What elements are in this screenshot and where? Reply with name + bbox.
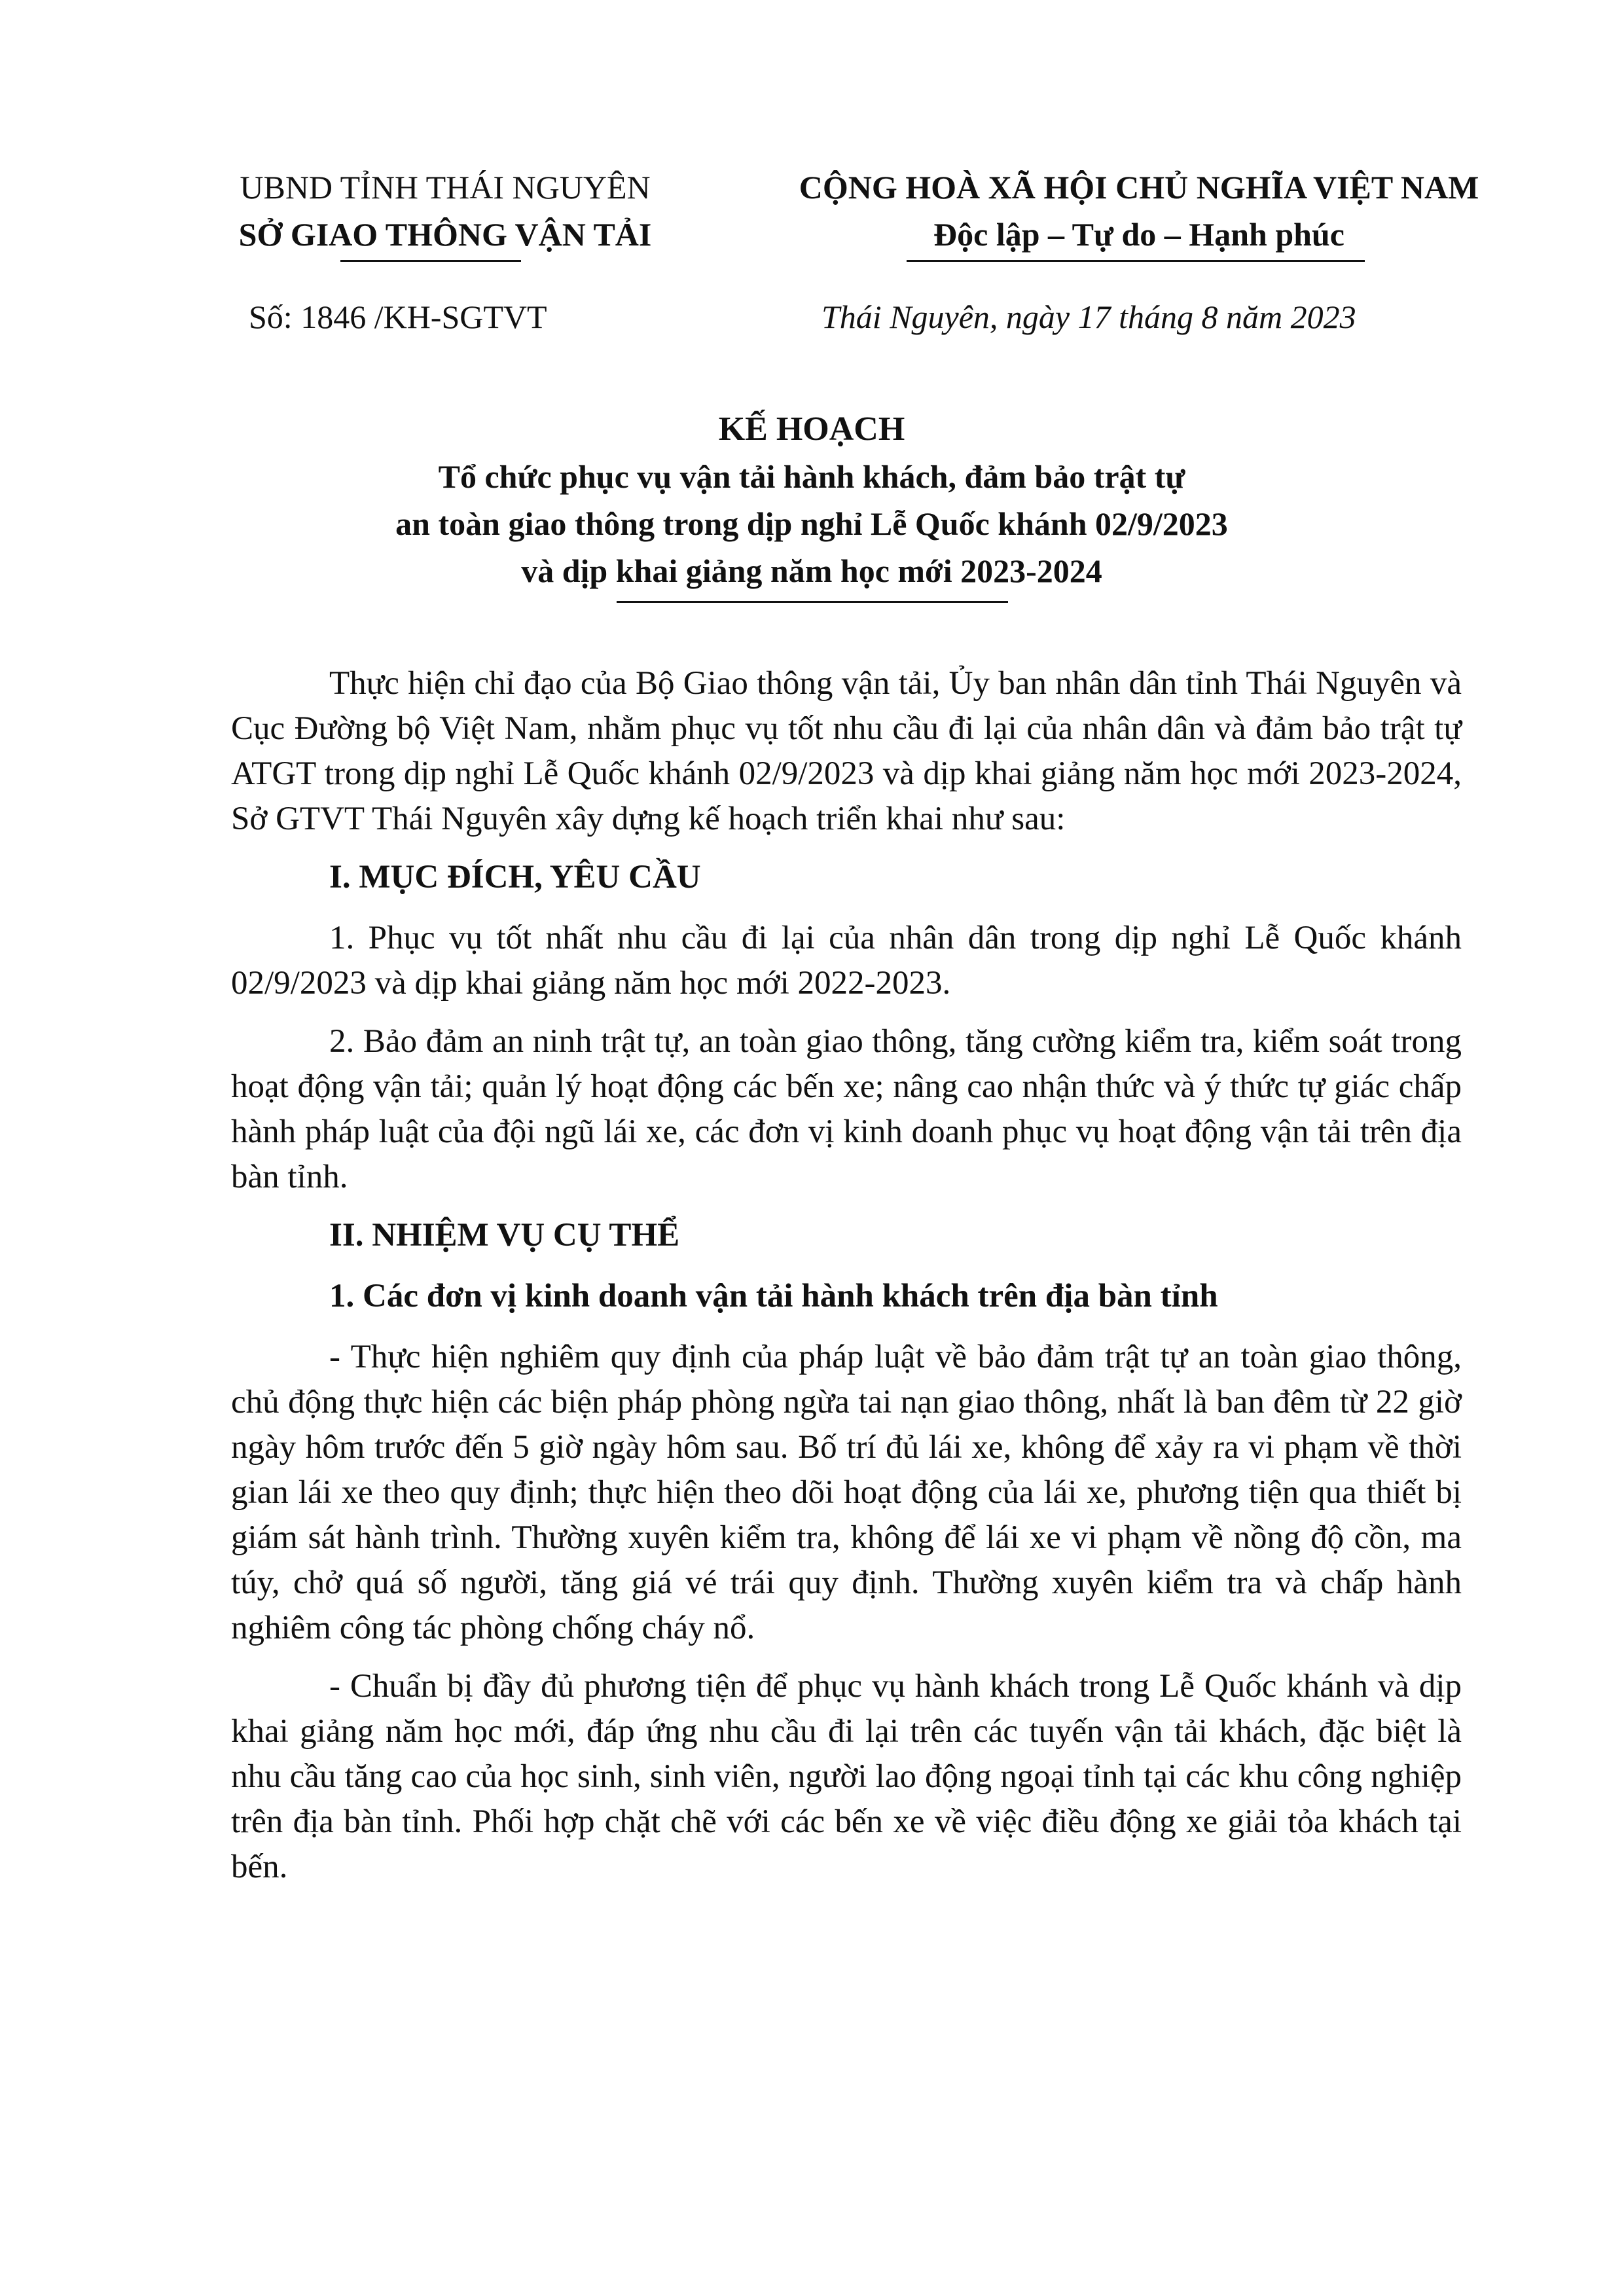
title-line-1: Tổ chức phục vụ vận tải hành khách, đảm bảo trật tự — [438, 458, 1185, 495]
section-1-heading: I. MỤC ĐÍCH, YÊU CẦU — [329, 859, 701, 895]
document-body — [231, 661, 1462, 1903]
issuing-authority — [196, 164, 694, 258]
place-date: Thái Nguyên, ngày 17 tháng 8 năm 2023 — [821, 298, 1356, 335]
national-title: CỘNG HOÀ XÃ HỘI CHỦ NGHĨA VIỆT NAM — [799, 169, 1479, 206]
document-title — [196, 406, 1427, 594]
section-2-paragraph-1: - Thực hiện nghiêm quy định của pháp luật về bảo đảm trật tự an toàn giao thông, chủ động thực hiện các biện pháp phòng ngừa tai nạn giao thông, nhất là ban đêm từ 22 giờ ngày hôm trước đến 5 giờ ngày hôm sau. Bố trí đủ lái xe, không để xảy ra vi phạm về thời gian lái xe theo quy định; thực hiện theo dõi hoạt động của lái xe, phương tiện qua thiết bị giám sát hành trình. Thường xuyên kiểm tra, không để lái xe vi phạm về nồng độ cồn, ma túy, chở quá số người, tăng giá vé trái quy định. Thường xuyên kiểm tra và chấp hành nghiêm công tác phòng chống cháy nổ. — [231, 1339, 1462, 1646]
national-motto: Độc lập – Tự do – Hạnh phúc — [933, 216, 1344, 253]
national-heading — [753, 164, 1525, 258]
title-line-3: và dịp khai giảng năm học mới 2023-2024 — [521, 552, 1102, 589]
title-underline — [617, 601, 1008, 603]
motto-underline — [907, 260, 1365, 262]
title-line-2: an toàn giao thông trong dịp nghỉ Lễ Quốc khánh 02/9/2023 — [395, 505, 1228, 542]
authority-underline — [340, 260, 521, 262]
document-number: Số: 1846 /KH-SGTVT — [249, 298, 547, 335]
intro-paragraph: Thực hiện chỉ đạo của Bộ Giao thông vận tải, Ủy ban nhân dân tỉnh Thái Nguyên và Cục Đường bộ Việt Nam, nhằm phục vụ tốt nhu cầu đi lại của nhân dân và đảm bảo trật tự ATGT trong dịp nghỉ Lễ Quốc khánh 02/9/2023 và dịp khai giảng năm học mới 2023-2024, Sở GTVT Thái Nguyên xây dựng kế hoạch triển khai như sau: — [231, 665, 1462, 837]
section-1-item-2: 2. Bảo đảm an ninh trật tự, an toàn giao thông, tăng cường kiểm tra, kiểm soát trong hoạt động vận tải; quản lý hoạt động các bến xe; nâng cao nhận thức và ý thức tự giác chấp hành pháp luật của đội ngũ lái xe, các đơn vị kinh doanh phục vụ hoạt động vận tải trên địa bàn tỉnh. — [231, 1023, 1462, 1195]
authority-line-2: SỞ GIAO THÔNG VẬN TẢI — [238, 216, 652, 253]
section-1-item-1: 1. Phục vụ tốt nhất nhu cầu đi lại của nhân dân trong dịp nghỉ Lễ Quốc khánh 02/9/2023 và dịp khai giảng năm học mới 2022-2023. — [231, 920, 1462, 1002]
section-2-heading: II. NHIỆM VỤ CỤ THỂ — [329, 1217, 680, 1254]
title-main: KẾ HOẠCH — [718, 410, 905, 448]
authority-line-1: UBND TỈNH THÁI NGUYÊN — [240, 169, 651, 206]
section-2-paragraph-2: - Chuẩn bị đầy đủ phương tiện để phục vụ hành khách trong Lễ Quốc khánh và dịp khai giảng năm học mới, đáp ứng nhu cầu đi lại trên các tuyến vận tải khách, đặc biệt là nhu cầu tăng cao của học sinh, sinh viên, người lao động ngoại tỉnh tại các khu công nghiệp trên địa bàn tỉnh. Phối hợp chặt chẽ với các bến xe về việc điều động xe giải tỏa khách tại bến. — [231, 1668, 1462, 1885]
section-2-subheading-1: 1. Các đơn vị kinh doanh vận tải hành khách trên địa bàn tỉnh — [329, 1278, 1218, 1314]
